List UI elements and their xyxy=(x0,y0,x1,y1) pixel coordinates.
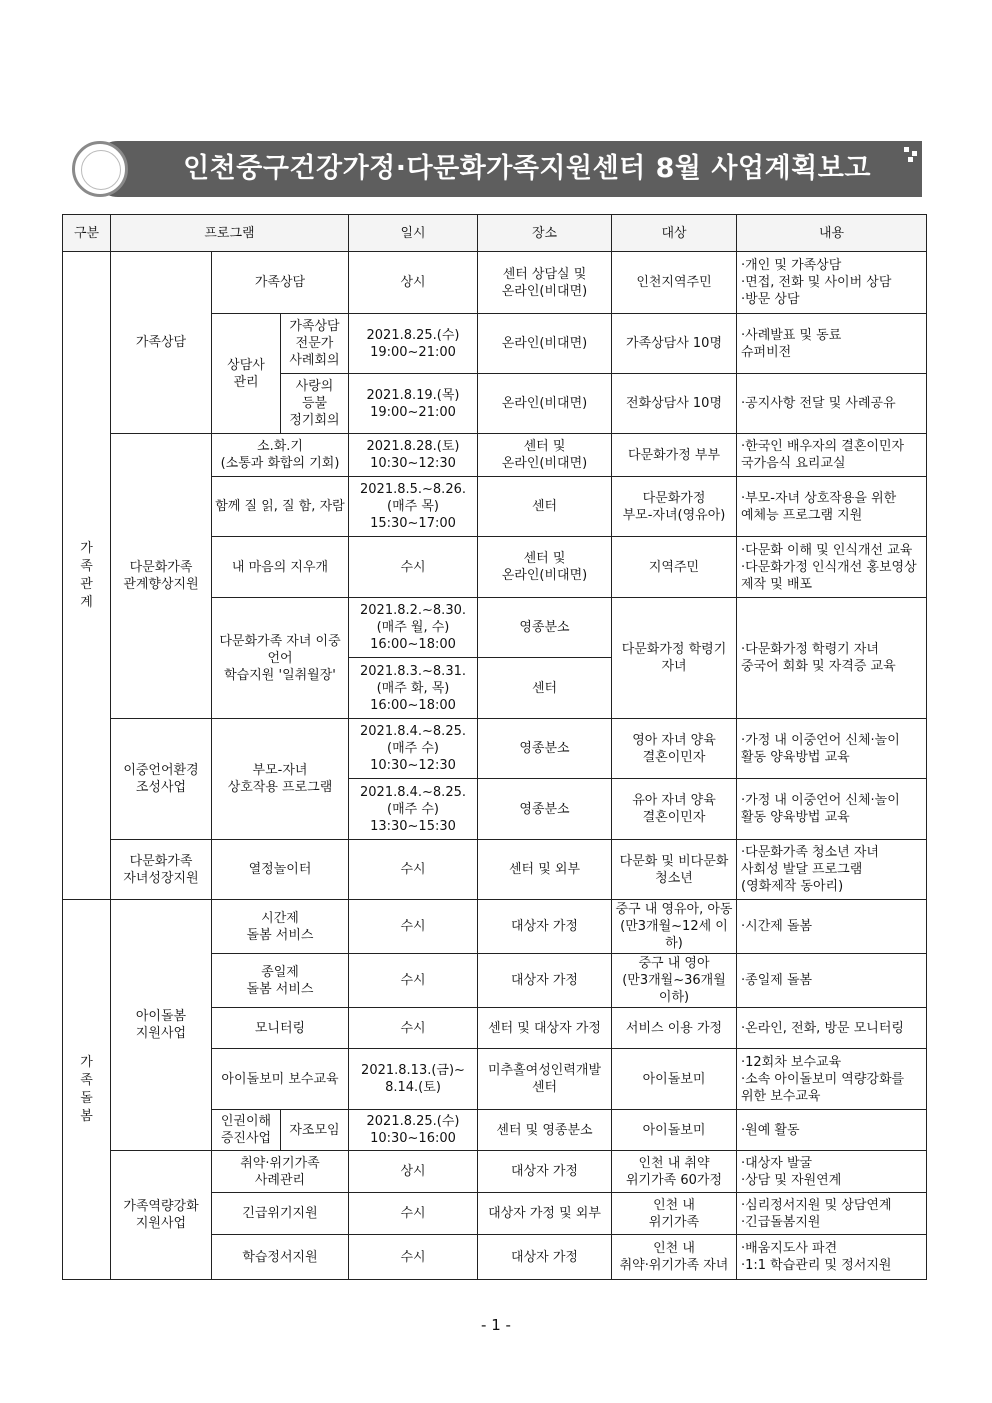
date-cell xyxy=(349,658,478,719)
date-cell: 수시 xyxy=(349,537,478,598)
text-line: 조성사업 xyxy=(135,780,187,795)
text-line: 사회성 발달 프로그램 xyxy=(741,862,863,877)
text-line: 예체능 프로그램 지원 xyxy=(741,507,863,523)
date-cell xyxy=(349,314,478,374)
target-cell: 아이돌보미 xyxy=(612,1110,737,1151)
text-line: 2021.8.13.(금)~ xyxy=(361,1063,465,1078)
text-line: ·부모-자녀 상호작용을 위한 xyxy=(741,490,897,506)
text-line: 사랑의 xyxy=(295,379,334,394)
text-line: ·가정 내 이중언어 신체·놀이 xyxy=(741,732,900,748)
text-line: 유아 자녀 양육 xyxy=(632,793,716,808)
content-cell xyxy=(737,779,927,840)
text-line: (만3개월~12세 이하) xyxy=(620,919,728,951)
text-line: ·다문화가정 학령기 자녀 xyxy=(741,642,879,657)
text-line: 상담사 xyxy=(227,357,265,373)
target-cell: 지역주민 xyxy=(612,537,737,598)
content-cell xyxy=(737,900,927,954)
program-cell: 가족상담 xyxy=(212,252,349,314)
target-cell: 아이돌보미 xyxy=(612,1049,737,1110)
place-cell: 대상자 가정 xyxy=(478,900,612,954)
text-line: 2021.8.3.~8.31. xyxy=(360,663,466,679)
target-cell xyxy=(612,719,737,779)
text-line: 16:00~18:00 xyxy=(370,697,456,713)
text-line: ·종일제 돌봄 xyxy=(741,973,813,988)
vertical-char: 돌 xyxy=(80,1090,93,1106)
text-line: 가족상담 xyxy=(289,319,340,334)
text-line: 센터 xyxy=(531,1080,558,1095)
vertical-char: 봄 xyxy=(80,1108,93,1124)
text-line: ·다문화 이해 및 인식개선 교육 xyxy=(741,542,913,558)
text-line: ·가정 내 이중언어 신체·놀이 xyxy=(741,793,900,808)
sub-category xyxy=(111,719,212,840)
date-cell xyxy=(349,779,478,840)
text-line: 인천 내 xyxy=(653,1241,695,1256)
text-line: 미추홀여성인력개발 xyxy=(487,1063,602,1078)
text-line: ·원예 활동 xyxy=(741,1122,800,1138)
text-line: 청소년 xyxy=(655,870,693,886)
place-cell: 센터 xyxy=(478,477,612,537)
date-cell xyxy=(349,719,478,779)
target-cell xyxy=(612,1193,737,1235)
vertical-char: 관 xyxy=(80,576,93,592)
sub-category: 가족상담 xyxy=(111,252,212,434)
text-line: ·다문화가정 인식개선 홍보영상 xyxy=(741,559,917,575)
target-cell xyxy=(612,954,737,1008)
text-line: 인권이해 xyxy=(220,1114,272,1129)
text-line: ·사례발표 및 동료 xyxy=(741,327,842,343)
date-cell xyxy=(349,477,478,537)
date-cell: 수시 xyxy=(349,1235,478,1280)
content-cell xyxy=(737,434,927,477)
program-cell xyxy=(212,434,349,477)
header-content: 내용 xyxy=(737,215,927,252)
place-cell: 대상자 가정 및 외부 xyxy=(478,1193,612,1235)
ring-ornament xyxy=(72,141,128,197)
target-cell xyxy=(612,1151,737,1193)
text-line: ·온라인, 전화, 방문 모니터링 xyxy=(741,1020,904,1036)
mid-category xyxy=(212,1110,281,1151)
target-cell xyxy=(612,779,737,840)
text-line: ·배움지도사 파견 xyxy=(741,1241,838,1256)
date-cell xyxy=(349,434,478,477)
date-cell: 상시 xyxy=(349,1151,478,1193)
vertical-char: 계 xyxy=(80,594,93,610)
text-line: (영화제작 동아리) xyxy=(741,879,844,894)
text-line: 2021.8.19.(목) xyxy=(366,387,460,403)
text-line: 중구 내 영아 xyxy=(638,956,710,971)
text-line: 15:30~17:00 xyxy=(370,516,456,531)
place-cell xyxy=(478,1049,612,1110)
text-line: 활동 양육방법 교육 xyxy=(741,749,850,765)
plan-table xyxy=(62,214,927,1280)
text-line: 위한 보수교육 xyxy=(741,1088,821,1104)
content-cell xyxy=(737,719,927,779)
content-cell xyxy=(737,1235,927,1280)
group-label xyxy=(66,1054,107,1126)
text-line: ·상담 및 자원연계 xyxy=(741,1172,842,1188)
text-line: 자녀 xyxy=(661,659,687,674)
date-cell: 수시 xyxy=(349,1193,478,1235)
date-cell: 수시 xyxy=(349,1008,478,1049)
text-line: 2021.8.25.(수) xyxy=(366,327,460,343)
dot-ornament-icon xyxy=(904,147,918,163)
text-line: (매주 목) xyxy=(387,499,439,514)
date-cell: 수시 xyxy=(349,900,478,954)
text-line: 다문화가족 xyxy=(129,853,193,869)
date-cell: 상시 xyxy=(349,252,478,314)
target-cell: 인천지역주민 xyxy=(612,252,737,314)
vertical-char: 가 xyxy=(80,1054,93,1070)
text-line: 2021.8.25.(수) xyxy=(366,1114,460,1129)
header-date: 일시 xyxy=(349,215,478,252)
place-cell: 온라인(비대면) xyxy=(478,314,612,374)
date-cell: 수시 xyxy=(349,840,478,900)
page-number: - 1 - xyxy=(481,1316,511,1334)
text-line: 영아 자녀 양육 xyxy=(632,732,716,748)
program-cell xyxy=(212,719,349,840)
text-line: 등불 xyxy=(301,396,328,411)
header-target: 대상 xyxy=(612,215,737,252)
vertical-char: 족 xyxy=(80,558,93,574)
text-line: ·개인 및 가족상담 xyxy=(741,258,842,273)
text-line: ·공지사항 전달 및 사례공유 xyxy=(741,396,896,411)
text-line: ·방문 상담 xyxy=(741,292,800,307)
text-line: 소.화.기 xyxy=(257,439,303,454)
text-line: 13:30~15:30 xyxy=(370,818,456,834)
place-cell xyxy=(478,434,612,477)
text-line: 부모-자녀(영유아) xyxy=(622,507,726,523)
text-line: 인천 내 xyxy=(653,1197,695,1213)
date-cell xyxy=(349,1110,478,1151)
content-cell xyxy=(737,1110,927,1151)
text-line: 사례관리 xyxy=(254,1172,306,1188)
group-family-care xyxy=(63,900,111,1280)
text-line: 돌봄 서비스 xyxy=(246,981,314,997)
place-cell xyxy=(478,252,612,314)
program-cell xyxy=(281,314,349,374)
text-line: (매주 수) xyxy=(387,741,439,756)
text-line: 돌봄 서비스 xyxy=(246,927,314,943)
text-line: 다문화가족 자녀 이중언어 xyxy=(219,633,341,666)
text-line: 지원사업 xyxy=(135,1026,187,1041)
date-cell: 수시 xyxy=(349,954,478,1008)
place-cell: 영종분소 xyxy=(478,598,612,658)
text-line: 센터 상담실 및 xyxy=(502,266,587,282)
text-line: 2021.8.2.~8.30. xyxy=(360,603,466,618)
program-cell xyxy=(212,900,349,954)
text-line: 위기가족 60가정 xyxy=(625,1172,723,1188)
program-cell: 자조모임 xyxy=(281,1110,349,1151)
table-row xyxy=(63,1151,927,1193)
table-row xyxy=(63,719,927,779)
text-line: 10:30~12:30 xyxy=(370,456,456,471)
text-line: 온라인(비대면) xyxy=(501,568,588,583)
text-line: 16:00~18:00 xyxy=(370,637,456,652)
text-line: 관리 xyxy=(233,374,259,390)
text-line: 이중언어환경 xyxy=(123,763,199,778)
text-line: 위기가족 xyxy=(648,1214,700,1230)
target-cell: 가족상담사 10명 xyxy=(612,314,737,374)
program-cell: 아이돌보미 보수교육 xyxy=(212,1049,349,1110)
place-cell: 온라인(비대면) xyxy=(478,374,612,434)
text-line: 가족역량강화 xyxy=(123,1199,199,1214)
program-cell xyxy=(212,598,349,719)
text-line: ·대상자 발굴 xyxy=(741,1155,813,1171)
program-cell: 내 마음의 지우개 xyxy=(212,537,349,598)
text-line: 정기회의 xyxy=(289,413,340,428)
text-line: (매주 수) xyxy=(387,801,439,817)
text-line: 2021.8.5.~8.26. xyxy=(360,482,466,497)
text-line: 다문화 및 비다문화 xyxy=(619,853,729,869)
place-cell: 센터 xyxy=(478,658,612,719)
target-cell: 서비스 이용 가정 xyxy=(612,1008,737,1049)
program-cell: 긴급위기지원 xyxy=(212,1193,349,1235)
text-line: 온라인(비대면) xyxy=(501,456,588,471)
text-line: 활동 양육방법 교육 xyxy=(741,810,850,825)
target-cell xyxy=(612,840,737,900)
text-line: 다문화가정 학령기 xyxy=(621,642,727,657)
program-cell: 함께 질 읽, 질 함, 자람 xyxy=(212,477,349,537)
text-line: ·1:1 학습관리 및 정서지원 xyxy=(741,1258,892,1273)
content-cell xyxy=(737,954,927,1008)
target-cell: 다문화가정 부부 xyxy=(612,434,737,477)
text-line: 전문가 xyxy=(295,336,334,351)
header-place: 장소 xyxy=(478,215,612,252)
header-row xyxy=(63,215,927,252)
text-line: 증진사업 xyxy=(220,1131,272,1146)
text-line: ·긴급돌봄지원 xyxy=(741,1214,821,1230)
target-cell xyxy=(612,900,737,954)
date-cell xyxy=(349,1049,478,1110)
program-cell: 학습정서지원 xyxy=(212,1235,349,1280)
place-cell: 대상자 가정 xyxy=(478,1235,612,1280)
text-line: 센터 및 xyxy=(523,551,566,566)
text-line: 국가음식 요리교실 xyxy=(741,456,846,471)
text-line: 취약·위기가족 xyxy=(240,1155,320,1171)
content-cell xyxy=(737,1151,927,1193)
table-row xyxy=(63,252,927,314)
place-cell: 대상자 가정 xyxy=(478,1151,612,1193)
page-title: 인천중구건강가정·다문화가족지원센터 8월 사업계획보고 xyxy=(183,153,871,184)
content-cell xyxy=(737,840,927,900)
target-cell xyxy=(612,1235,737,1280)
text-line: 제작 및 배포 xyxy=(741,576,813,592)
content-cell xyxy=(737,374,927,434)
place-cell: 센터 및 영종분소 xyxy=(478,1110,612,1151)
text-line: (소통과 화합의 기회) xyxy=(220,456,340,471)
group-label xyxy=(66,540,107,612)
place-cell: 센터 및 대상자 가정 xyxy=(478,1008,612,1049)
text-line: ·심리정서지원 및 상담연계 xyxy=(741,1197,892,1213)
text-line: 결혼이민자 xyxy=(642,810,706,825)
text-line: 다문화가족 xyxy=(129,560,193,575)
content-cell xyxy=(737,1049,927,1110)
text-line: 아이돌봄 xyxy=(135,1009,187,1024)
program-cell xyxy=(281,374,349,434)
program-cell: 모니터링 xyxy=(212,1008,349,1049)
content-cell xyxy=(737,598,927,719)
header-program: 프로그램 xyxy=(111,215,349,252)
target-cell xyxy=(612,477,737,537)
vertical-char: 족 xyxy=(80,1072,93,1088)
table-row xyxy=(63,434,927,477)
text-line: 시간제 xyxy=(261,910,299,926)
text-line: 인천 내 취약 xyxy=(638,1155,710,1171)
sub-category xyxy=(111,1151,212,1280)
target-cell xyxy=(612,598,737,719)
text-line: 중구 내 영유아, 아동 xyxy=(615,902,733,917)
text-line: 2021.8.28.(토) xyxy=(366,439,460,454)
place-cell xyxy=(478,537,612,598)
text-line: ·소속 아이돌보미 역량강화를 xyxy=(741,1071,905,1087)
title-banner xyxy=(72,141,922,201)
place-cell: 대상자 가정 xyxy=(478,954,612,1008)
program-cell xyxy=(212,1151,349,1193)
text-line: 지원사업 xyxy=(135,1216,187,1231)
sub-category xyxy=(111,840,212,900)
table-row xyxy=(63,900,927,954)
text-line: 자녀성장지원 xyxy=(123,870,199,886)
text-line: 8.14.(토) xyxy=(385,1080,441,1095)
text-line: 센터 및 xyxy=(523,439,566,454)
content-cell xyxy=(737,1193,927,1235)
content-cell xyxy=(737,252,927,314)
text-line: ·다문화가족 청소년 자녀 xyxy=(741,845,879,860)
text-line: 2021.8.4.~8.25. xyxy=(360,724,466,739)
text-line: 10:30~16:00 xyxy=(370,1131,456,1146)
content-cell xyxy=(737,1008,927,1049)
text-line: (만3개월~36개월 이하) xyxy=(622,973,726,1005)
text-line: 관계향상지원 xyxy=(123,577,199,592)
place-cell: 영종분소 xyxy=(478,719,612,779)
text-line: 학습지원 '일취월장' xyxy=(224,667,336,683)
text-line: 결혼이민자 xyxy=(642,749,706,765)
header-category: 구분 xyxy=(63,215,111,252)
text-line: 중국어 회화 및 자격증 교육 xyxy=(741,659,896,674)
content-cell xyxy=(737,314,927,374)
sub-category xyxy=(111,900,212,1151)
text-line: 종일제 xyxy=(261,964,299,980)
text-line: 상호작용 프로그램 xyxy=(227,780,333,795)
table-row xyxy=(63,840,927,900)
date-cell xyxy=(349,598,478,658)
vertical-char: 가 xyxy=(80,540,93,556)
text-line: 취약·위기가족 자녀 xyxy=(619,1258,729,1273)
text-line: ·시간제 돌봄 xyxy=(741,919,813,934)
program-cell: 열정놀이터 xyxy=(212,840,349,900)
content-cell xyxy=(737,477,927,537)
date-cell xyxy=(349,374,478,434)
text-line: 19:00~21:00 xyxy=(370,404,456,420)
text-line: ·12회차 보수교육 xyxy=(741,1054,842,1070)
content-cell xyxy=(737,537,927,598)
target-cell: 전화상담사 10명 xyxy=(612,374,737,434)
text-line: 온라인(비대면) xyxy=(501,283,588,299)
text-line: 10:30~12:30 xyxy=(370,758,456,773)
mid-category xyxy=(212,314,281,434)
sub-category xyxy=(111,434,212,719)
text-line: ·한국인 배우자의 결혼이민자 xyxy=(741,439,905,454)
program-cell xyxy=(212,954,349,1008)
text-line: 부모-자녀 xyxy=(252,763,308,778)
text-line: (매주 화, 목) xyxy=(376,680,450,696)
text-line: 슈퍼비전 xyxy=(741,344,792,360)
text-line: ·면접, 전화 및 사이버 상담 xyxy=(741,275,892,290)
text-line: 2021.8.4.~8.25. xyxy=(360,784,466,800)
place-cell: 센터 및 외부 xyxy=(478,840,612,900)
text-line: 19:00~21:00 xyxy=(370,344,456,360)
text-line: 사례회의 xyxy=(289,353,340,368)
text-line: (매주 월, 수) xyxy=(376,620,450,635)
text-line: 다문화가정 xyxy=(642,490,706,506)
place-cell: 영종분소 xyxy=(478,779,612,840)
group-family-relations xyxy=(63,252,111,900)
